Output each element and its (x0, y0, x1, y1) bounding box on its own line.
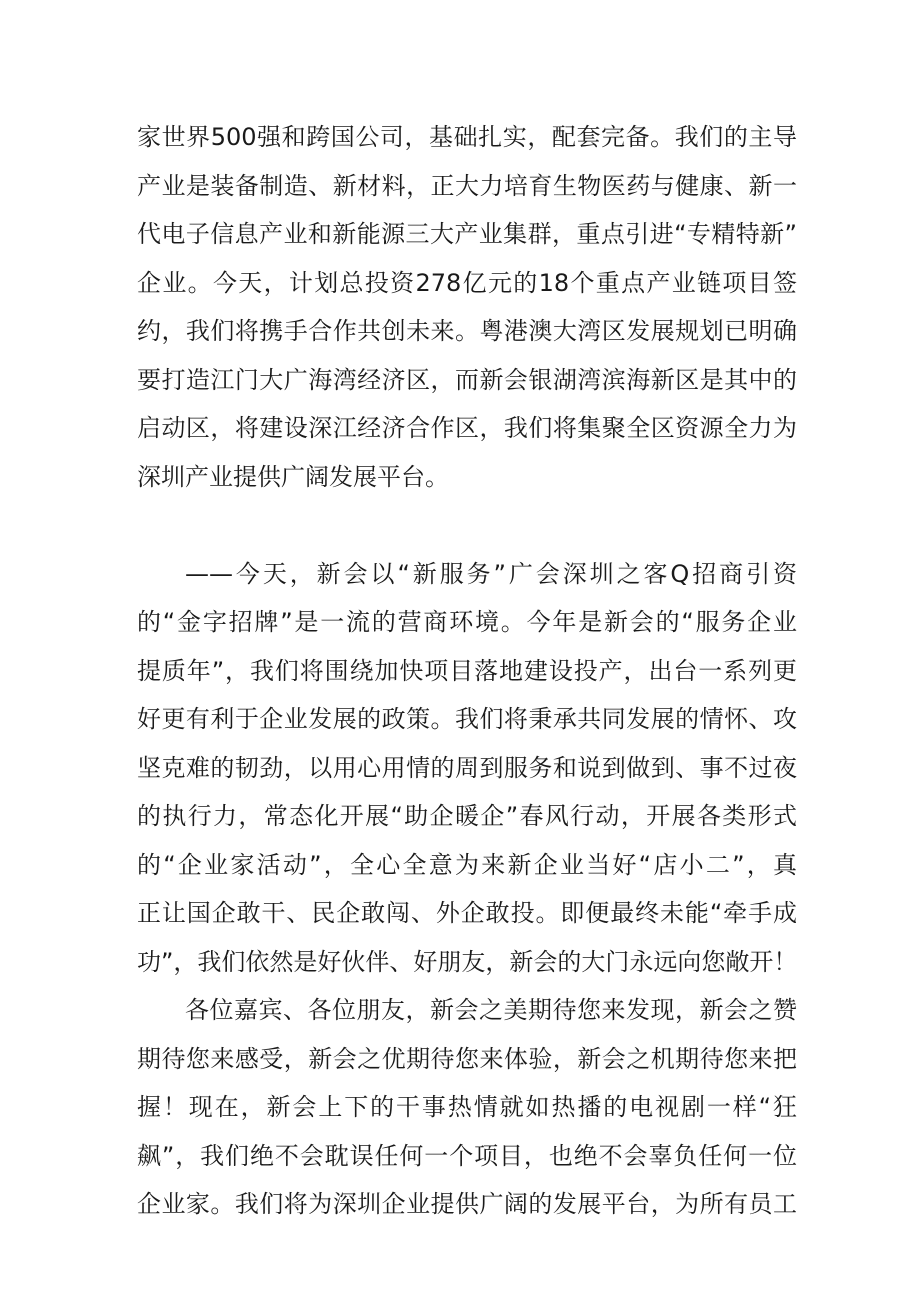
paragraph-1-line-7: 启动区，将建设深江经济合作区，我们将集聚全区资源全力为 (137, 414, 797, 442)
paragraph-2-line-4: 好更有利于企业发展的政策。我们将秉承共同发展的情怀、攻 (137, 705, 797, 733)
paragraph-2-line-8: 正让国企敢干、民企敢闯、外企敢投。即便最终未能“牵手成 (137, 899, 797, 927)
paragraph-1-line-5: 约，我们将携手合作共创未来。粤港澳大湾区发展规划已明确 (137, 317, 797, 345)
paragraph-2-line-9: 功”，我们依然是好伙伴、好朋友，新会的大门永远向您敞开！ (137, 948, 798, 976)
paragraph-3-line-1: 各位嘉宾、各位朋友，新会之美期待您来发现，新会之赞 (185, 996, 797, 1024)
paragraph-3-line-5: 企业家。我们将为深圳企业提供广阔的发展平台，为所有员工 (137, 1190, 797, 1218)
paragraph-2-line-3: 提质年”，我们将围绕加快项目落地建设投产，出台一系列更 (137, 657, 797, 685)
paragraph-3-line-2: 期待您来感受，新会之优期待您来体验，新会之机期待您来把 (137, 1045, 797, 1073)
paragraph-1-line-3: 代电子信息产业和新能源三大产业集群，重点引进“专精特新” (137, 220, 797, 248)
paragraph-1-line-1: 家世界500强和跨国公司，基础扎实，配套完备。我们的主导 (137, 123, 797, 151)
paragraph-2-line-1: ——今天，新会以“新服务”广会深圳之客Q招商引资 (185, 560, 797, 588)
paragraph-2-line-6: 的执行力，常态化开展“助企暖企”春风行动，开展各类形式 (137, 802, 797, 830)
paragraph-1-line-8: 深圳产业提供广阔发展平台。 (137, 463, 449, 491)
paragraph-2-line-2: 的“金字招牌”是一流的营商环境。今年是新会的“服务企业 (137, 608, 797, 636)
paragraph-2-line-5: 坚克难的韧劲，以用心用情的周到服务和说到做到、事不过夜 (137, 754, 797, 782)
paragraph-1-line-6: 要打造江门大广海湾经济区，而新会银湖湾滨海新区是其中的 (137, 366, 797, 394)
paragraph-1-line-4: 企业。今天，计划总投资278亿元的18个重点产业链项目签 (137, 269, 797, 297)
paragraph-2-line-7: 的“企业家活动”，全心全意为来新企业当好“店小二”，真 (137, 851, 797, 879)
paragraph-1-line-2: 产业是装备制造、新材料，正大力培育生物医药与健康、新一 (137, 172, 797, 200)
paragraph-3-line-3: 握！现在，新会上下的干事热情就如热播的电视剧一样“狂 (137, 1093, 797, 1121)
paragraph-3-line-4: 飙”，我们绝不会耽误任何一个项目，也绝不会辜负任何一位 (137, 1142, 797, 1170)
